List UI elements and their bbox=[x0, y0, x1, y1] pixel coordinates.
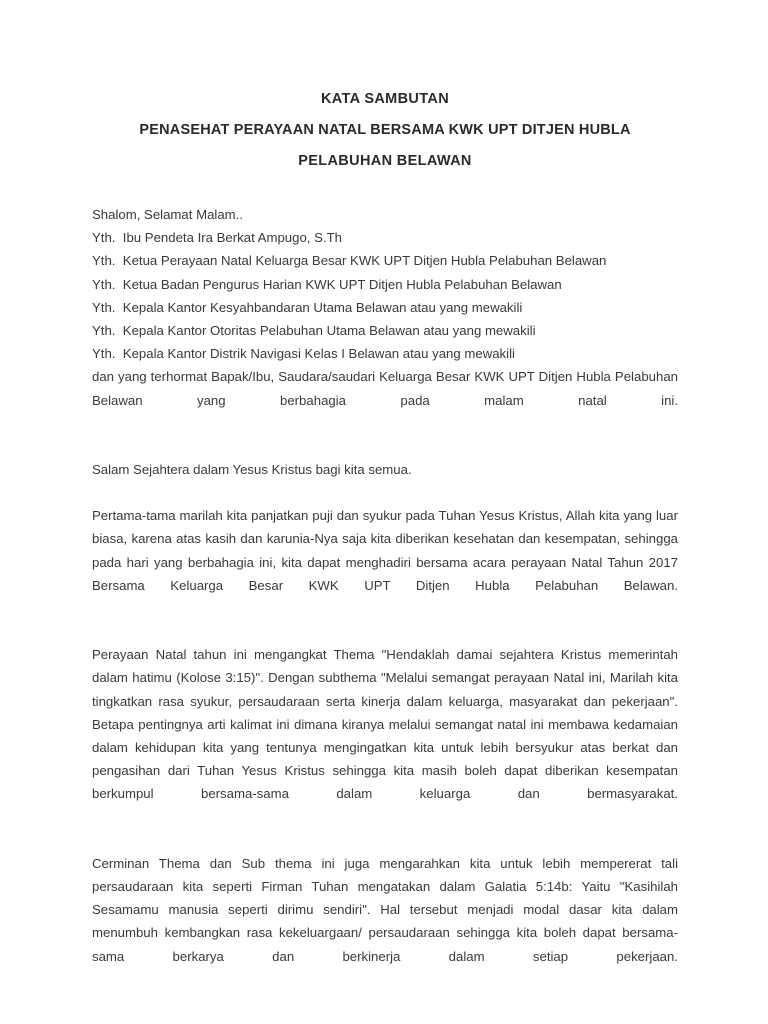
page-title-line-1: KATA SAMBUTAN bbox=[320, 91, 450, 107]
recipient-line-3: Yth. Ketua Badan Pengurus Harian KWK UPT Ditjen Hubla Pelabuhan Belawan bbox=[92, 276, 562, 292]
page-title-line-2: PENASEHAT PERAYAAN NATAL BERSAMA KWK UPT DITJEN HUBLA bbox=[139, 122, 631, 138]
recipient-line-6: Yth. Kepala Kantor Distrik Navigasi Kelas I Belawan atau yang mewakili bbox=[92, 346, 515, 362]
paragraph-spacer bbox=[92, 620, 678, 643]
paragraph-spacer bbox=[92, 481, 678, 504]
paragraph-spacer bbox=[92, 829, 678, 852]
body-paragraph-2: Perayaan Natal tahun ini mengangkat Thema "Hendaklah damai sejahtera Kristus memerintah dalam hatimu (Kolose 3:15)". Dengan subthema "Melalui semangat perayaan Natal ini, Marilah kita tingkatkan rasa syukur, persaudaraan serta kinerja dalam keluarga, masyarakat dan pekerjaan". Betapa pentingnya arti kalimat ini dimana kiranya melalui semangat natal ini membawa kedamaian dalam kehidupan kita yang tentunya mengingatkan kita untuk lebih bersyukur atas berkat dan pengasihan dari Tuhan Yesus Kristus sehingga kita masih boleh dapat diberikan kesempatan berkumpul bersama-sama dalam keluarga dan bermasyarakat. bbox=[92, 647, 678, 802]
paragraph-spacer bbox=[92, 435, 678, 458]
recipient-line-4: Yth. Kepala Kantor Kesyahbandaran Utama Belawan atau yang mewakili bbox=[92, 299, 523, 315]
blessing-paragraph: Salam Sejahtera dalam Yesus Kristus bagi kita semua. bbox=[92, 462, 412, 478]
salutation-block bbox=[92, 203, 678, 365]
page-title-line-3: PELABUHAN BELAWAN bbox=[298, 153, 472, 169]
document-title-block bbox=[92, 84, 678, 177]
recipient-line-5: Yth. Kepala Kantor Otoritas Pelabuhan Utama Belawan atau yang mewakili bbox=[92, 323, 536, 339]
recipient-line-2: Yth. Ketua Perayaan Natal Keluarga Besar KWK UPT Ditjen Hubla Pelabuhan Belawan bbox=[92, 253, 607, 269]
document-content bbox=[92, 84, 678, 991]
closing-address-paragraph: dan yang terhormat Bapak/Ibu, Saudara/saudari Keluarga Besar KWK UPT Ditjen Hubla Pelabuhan Belawan yang berbahagia pada malam natal ini. bbox=[92, 369, 678, 408]
body-paragraph-1: Pertama-tama marilah kita panjatkan puji dan syukur pada Tuhan Yesus Kristus, Allah kita yang luar biasa, karena atas kasih dan karunia-Nya saja kita diberikan kesehatan dan kesempatan, sehingga pada hari yang berbahagia ini, kita dapat menghadiri bersama acara perayaan Natal Tahun 2017 Bersama Keluarga Besar KWK UPT Ditjen Hubla Pelabuhan Belawan. bbox=[92, 508, 678, 593]
recipient-line-1: Yth. Ibu Pendeta Ira Berkat Ampugo, S.Th bbox=[92, 230, 342, 246]
body-paragraph-3: Cerminan Thema dan Sub thema ini juga mengarahkan kita untuk lebih mempererat tali persaudaraan kita seperti Firman Tuhan mengatakan dalam Galatia 5:14b: Yaitu "Kasihilah Sesamamu manusia seperti dirimu sendiri". Hal tersebut menjadi modal dasar kita dalam menumbuh kembangkan rasa kekeluargaan/ persaudaraan sehingga kita boleh dapat bersama-sama berkarya dan berkinerja dalam setiap pekerjaan. bbox=[92, 855, 678, 964]
greeting-line: Shalom, Selamat Malam.. bbox=[92, 207, 243, 222]
